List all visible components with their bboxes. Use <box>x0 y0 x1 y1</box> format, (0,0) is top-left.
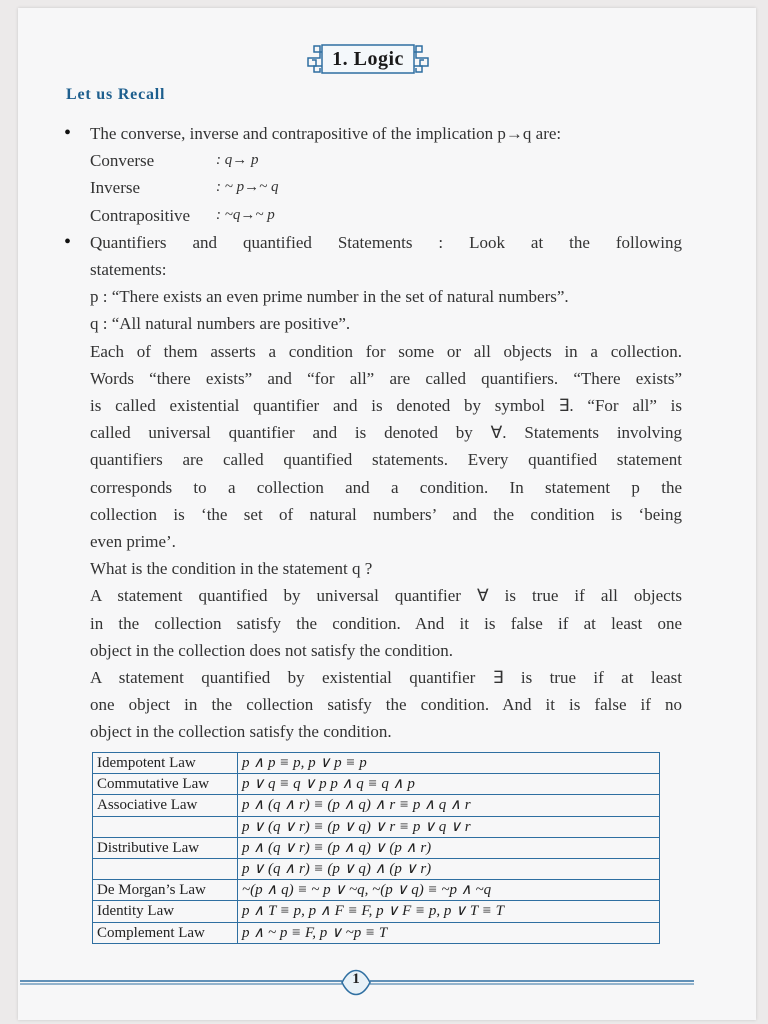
textbook-page <box>18 8 756 1020</box>
para3-line: one object in the collection satisfy the condition. And it is false if no <box>90 695 682 715</box>
law-expression: p ∨ q ≡ q ∨ p p ∧ q ≡ q ∧ p <box>238 774 660 795</box>
law-name: Idempotent Law <box>93 753 238 774</box>
law-expression: p ∧ ~ p ≡ F, p ∨ ~p ≡ T <box>238 922 660 943</box>
bullet-icon: • <box>64 230 72 253</box>
para1-line: called universal quantifier and is denoted by ∀. Statements involving <box>90 423 682 443</box>
bullet1-intro <box>64 120 682 147</box>
def-label: Inverse <box>90 178 141 198</box>
table-row <box>93 880 660 901</box>
logic-laws-table <box>92 752 660 944</box>
page-number: 1 <box>352 971 360 987</box>
page-body <box>64 120 682 746</box>
bullet2-line1 <box>64 229 682 256</box>
chapter-title: 1. Logic <box>332 47 404 70</box>
law-name: De Morgan’s Law <box>93 880 238 901</box>
table-row <box>93 774 660 795</box>
para1-line: is called existential quantifier and is denoted by symbol ∃. “For all” is <box>90 396 682 416</box>
para3-line: A statement quantified by existential quantifier ∃ is true if at least <box>90 668 682 688</box>
table-row <box>93 858 660 879</box>
def-label: Converse <box>90 151 155 171</box>
law-expression: p ∧ (q ∨ r) ≡ (p ∧ q) ∨ (p ∧ r) <box>238 837 660 858</box>
para1-line: corresponds to a collection and a condition. In statement p the <box>90 477 682 497</box>
statement-p: p : “There exists an even prime number in the set of natural numbers”. <box>90 287 569 307</box>
law-expression: p ∧ p ≡ p, p ∨ p ≡ p <box>238 753 660 774</box>
law-name: Associative Law <box>93 795 238 816</box>
para2-line: in the collection satisfy the condition. And it is false if at least one <box>90 613 682 633</box>
para1-line: even prime’. <box>90 532 176 552</box>
law-name: Identity Law <box>93 901 238 922</box>
table-row <box>93 837 660 858</box>
para1-line: quantifiers are called quantified statements. Every quantified statement <box>90 450 682 470</box>
def-value: : ~q→~ p <box>216 206 275 223</box>
table-row <box>93 816 660 837</box>
para1-line: Words “there exists” and “for all” are called quantifiers. “There exists” <box>90 368 682 388</box>
para3-line: object in the collection satisfy the condition. <box>90 722 392 742</box>
page-footer <box>18 966 756 1000</box>
table-row <box>93 795 660 816</box>
para2-line: object in the collection does not satisfy the condition. <box>90 640 454 660</box>
law-name <box>93 858 238 879</box>
law-expression: p ∨ (q ∨ r) ≡ (p ∨ q) ∨ r ≡ p ∨ q ∨ r <box>238 816 660 837</box>
question-line: What is the condition in the statement q ? <box>90 559 373 579</box>
def-value: : ~ p→~ q <box>216 179 279 196</box>
footer-rule-ornament <box>18 966 756 1000</box>
bullet-icon: • <box>64 122 72 144</box>
para2-line: A statement quantified by universal quantifier ∀ is true if all objects <box>90 586 682 606</box>
para1-line: Each of them asserts a condition for some or all objects in a collection. <box>90 341 682 361</box>
law-expression: p ∨ (q ∧ r) ≡ (p ∨ q) ∧ (p ∨ r) <box>238 858 660 879</box>
law-name: Distributive Law <box>93 837 238 858</box>
def-value: : q→ p <box>216 152 259 169</box>
def-converse <box>90 147 682 174</box>
table-row <box>93 901 660 922</box>
table-row <box>93 753 660 774</box>
statement-q: q : “All natural numbers are positive”. <box>90 314 351 334</box>
bullet1-text: The converse, inverse and contrapositive of the implication p→q are: <box>90 124 562 143</box>
def-label: Contrapositive <box>90 205 191 225</box>
law-name <box>93 816 238 837</box>
chapter-title-box <box>302 40 434 78</box>
law-name: Commutative Law <box>93 774 238 795</box>
section-heading: Let us Recall <box>66 86 166 103</box>
def-inverse <box>90 174 682 201</box>
def-contrapositive <box>90 202 682 229</box>
para1-line: collection is ‘the set of natural numbers’ and the condition is ‘being <box>90 504 682 524</box>
law-expression: p ∧ (q ∧ r) ≡ (p ∧ q) ∧ r ≡ p ∧ q ∧ r <box>238 795 660 816</box>
law-name: Complement Law <box>93 922 238 943</box>
table-row <box>93 922 660 943</box>
law-expression: ~(p ∧ q) ≡ ~ p ∨ ~q, ~(p ∨ q) ≡ ~p ∧ ~q <box>238 880 660 901</box>
bullet2-text: Quantifiers and quantified Statements : Look at the following <box>90 232 682 252</box>
law-expression: p ∧ T ≡ p, p ∧ F ≡ F, p ∨ F ≡ p, p ∨ T ≡ T <box>238 901 660 922</box>
bullet2-line2: statements: <box>90 260 167 280</box>
